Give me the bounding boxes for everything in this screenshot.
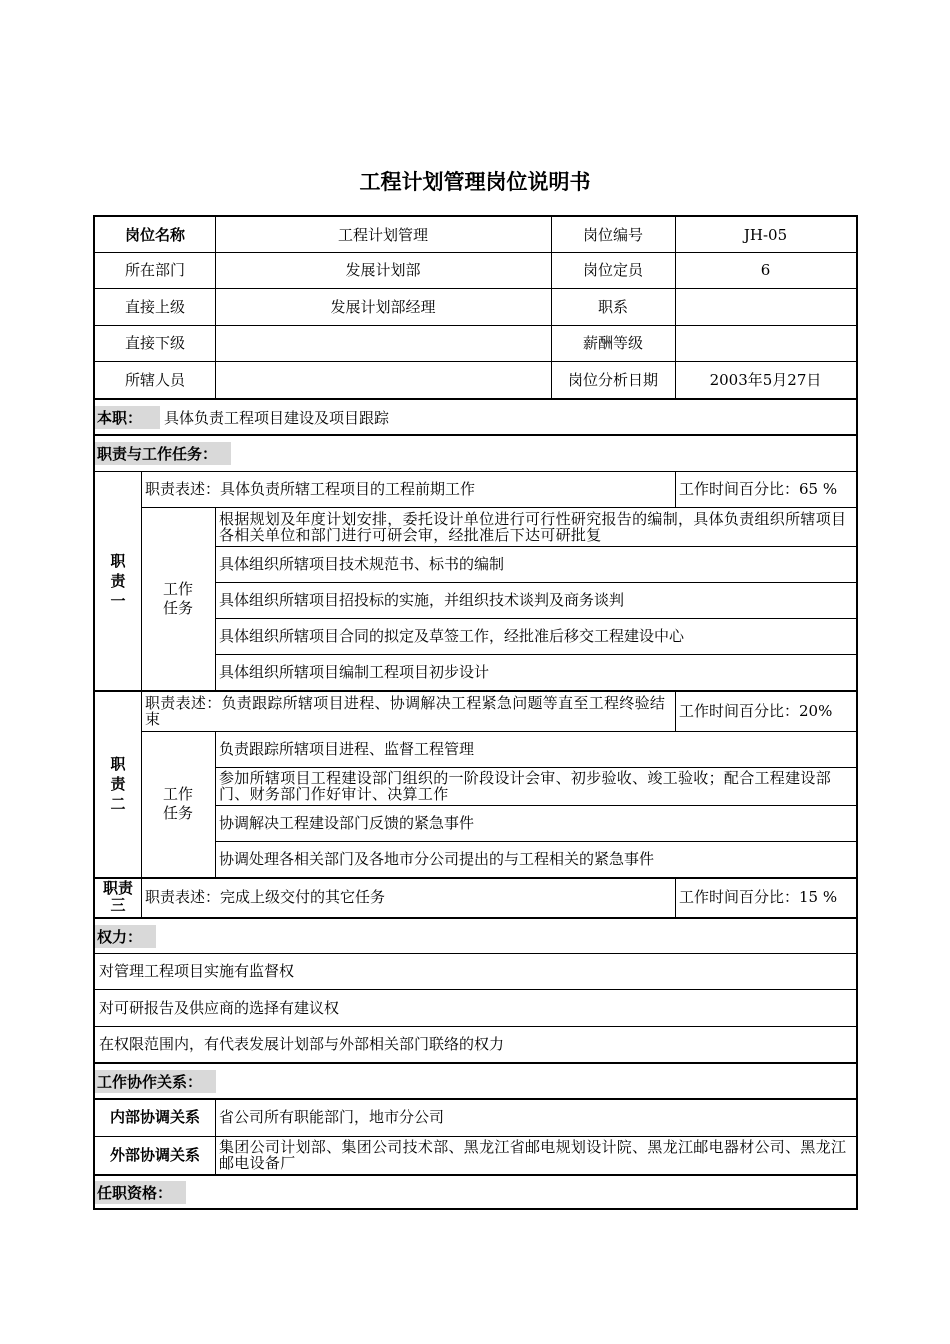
duty-1-task: 具体组织所辖项目编制工程项目初步设计: [219, 663, 490, 681]
duty-3-label: 职责三: [102, 879, 133, 914]
authority-label: 权力：: [95, 925, 156, 948]
duty-2-task: 参加所辖项目工程建设部门组织的一阶段设计会审、初步验收、竣工验收；配合工程建设部门、财务部门作好审计、决算工作: [219, 769, 832, 803]
subordinate-value: [215, 325, 551, 361]
duty-1-task: 具体组织所辖项目招投标的实施，并组织技术谈判及商务谈判: [219, 591, 625, 609]
duty-1-description: 职责表述：具体负责所辖工程项目的工程前期工作: [145, 480, 476, 498]
duty-1-task: 具体组织所辖项目技术规范书、标书的编制: [219, 555, 505, 573]
duty-2-percentage: 工作时间百分比：20%: [679, 701, 833, 720]
duty-2-task: 协调处理各相关部门及各地市分公司提出的与工程相关的紧急事件: [219, 850, 655, 868]
duty-2-task: 协调解决工程建设部门反馈的紧急事件: [219, 814, 475, 832]
authority-item: 对管理工程项目实施有监督权: [99, 962, 295, 980]
duty-2-label: 职责二: [110, 754, 126, 813]
analysis-date-label: 岗位分析日期: [567, 370, 658, 389]
department-label: 所在部门: [124, 261, 185, 279]
duty-2-description: 职责表述：负责跟踪所辖项目进程、协调解决工程紧急问题等直至工程终验结束: [145, 693, 666, 728]
authority-item: 在权限范围内，有代表发展计划部与外部相关部门联络的权力: [99, 1035, 505, 1053]
position-code-value: JH-05: [743, 225, 788, 244]
external-coordination-value: 集团公司计划部、集团公司技术部、黑龙江省邮电规划设计院、黑龙江邮电器材公司、黑龙江邮电设备厂: [219, 1138, 847, 1172]
authority-header: [95, 919, 156, 953]
page-title: 工程计划管理岗位说明书: [359, 170, 591, 194]
salary-grade-label: 薪酬等级: [582, 334, 643, 352]
analysis-date-value: 2003年5月27日: [709, 370, 822, 389]
qualification-header: [95, 1175, 186, 1209]
headcount-label: 岗位定员: [582, 261, 643, 279]
department-value: 发展计划部: [345, 261, 421, 279]
job-description-table: [93, 215, 858, 1210]
duty-1-label: 职责一: [110, 551, 126, 610]
duty-3-percentage: 工作时间百分比：15 %: [679, 888, 838, 906]
authority-item: 对可研报告及供应商的选择有建议权: [99, 998, 340, 1017]
cooperation-header: [95, 1064, 216, 1098]
main-duty-label: 本职：: [95, 406, 160, 429]
internal-coordination-value: 省公司所有职能部门，地市分公司: [219, 1108, 445, 1126]
staff-value: [215, 361, 551, 398]
salary-grade-value: [675, 325, 856, 361]
main-duty-row: [95, 400, 389, 434]
duty-1-task: 根据规划及年度计划安排，委托设计单位进行可行性研究报告的编制，具体负责组织所辖项目各相关单位和部门进行可研会审，经批准后下达可研批复: [219, 509, 847, 544]
internal-coordination-label: 内部协调关系: [109, 1108, 200, 1126]
qualification-label: 任职资格：: [95, 1181, 186, 1204]
main-duty-text: 具体负责工程项目建设及项目跟踪: [164, 408, 390, 427]
duties-header: [95, 436, 231, 470]
cooperation-label: 工作协作关系：: [95, 1070, 216, 1093]
position-name-label: 岗位名称: [124, 225, 185, 244]
duty-1-task: 具体组织所辖项目合同的拟定及草签工作，经批准后移交工程建设中心: [219, 627, 685, 645]
job-family-label: 职系: [597, 297, 628, 316]
headcount-value: 6: [760, 261, 771, 279]
job-family-value: [675, 288, 856, 325]
duty-2-task-label: 工作任务: [162, 785, 193, 822]
subordinate-label: 直接下级: [124, 334, 185, 352]
position-name-value: 工程计划管理: [337, 225, 428, 244]
duty-3-description: 职责表述：完成上级交付的其它任务: [145, 888, 386, 906]
external-coordination-label: 外部协调关系: [109, 1146, 200, 1164]
staff-label: 所辖人员: [124, 370, 185, 389]
supervisor-label: 直接上级: [124, 297, 185, 316]
position-code-label: 岗位编号: [582, 225, 643, 244]
duty-1-task-label: 工作任务: [162, 579, 193, 617]
duties-label: 职责与工作任务：: [95, 442, 231, 465]
duty-2-task: 负责跟踪所辖项目进程、监督工程管理: [219, 740, 475, 758]
duty-1-percentage: 工作时间百分比：65 %: [679, 480, 838, 498]
supervisor-value: 发展计划部经理: [330, 297, 436, 316]
